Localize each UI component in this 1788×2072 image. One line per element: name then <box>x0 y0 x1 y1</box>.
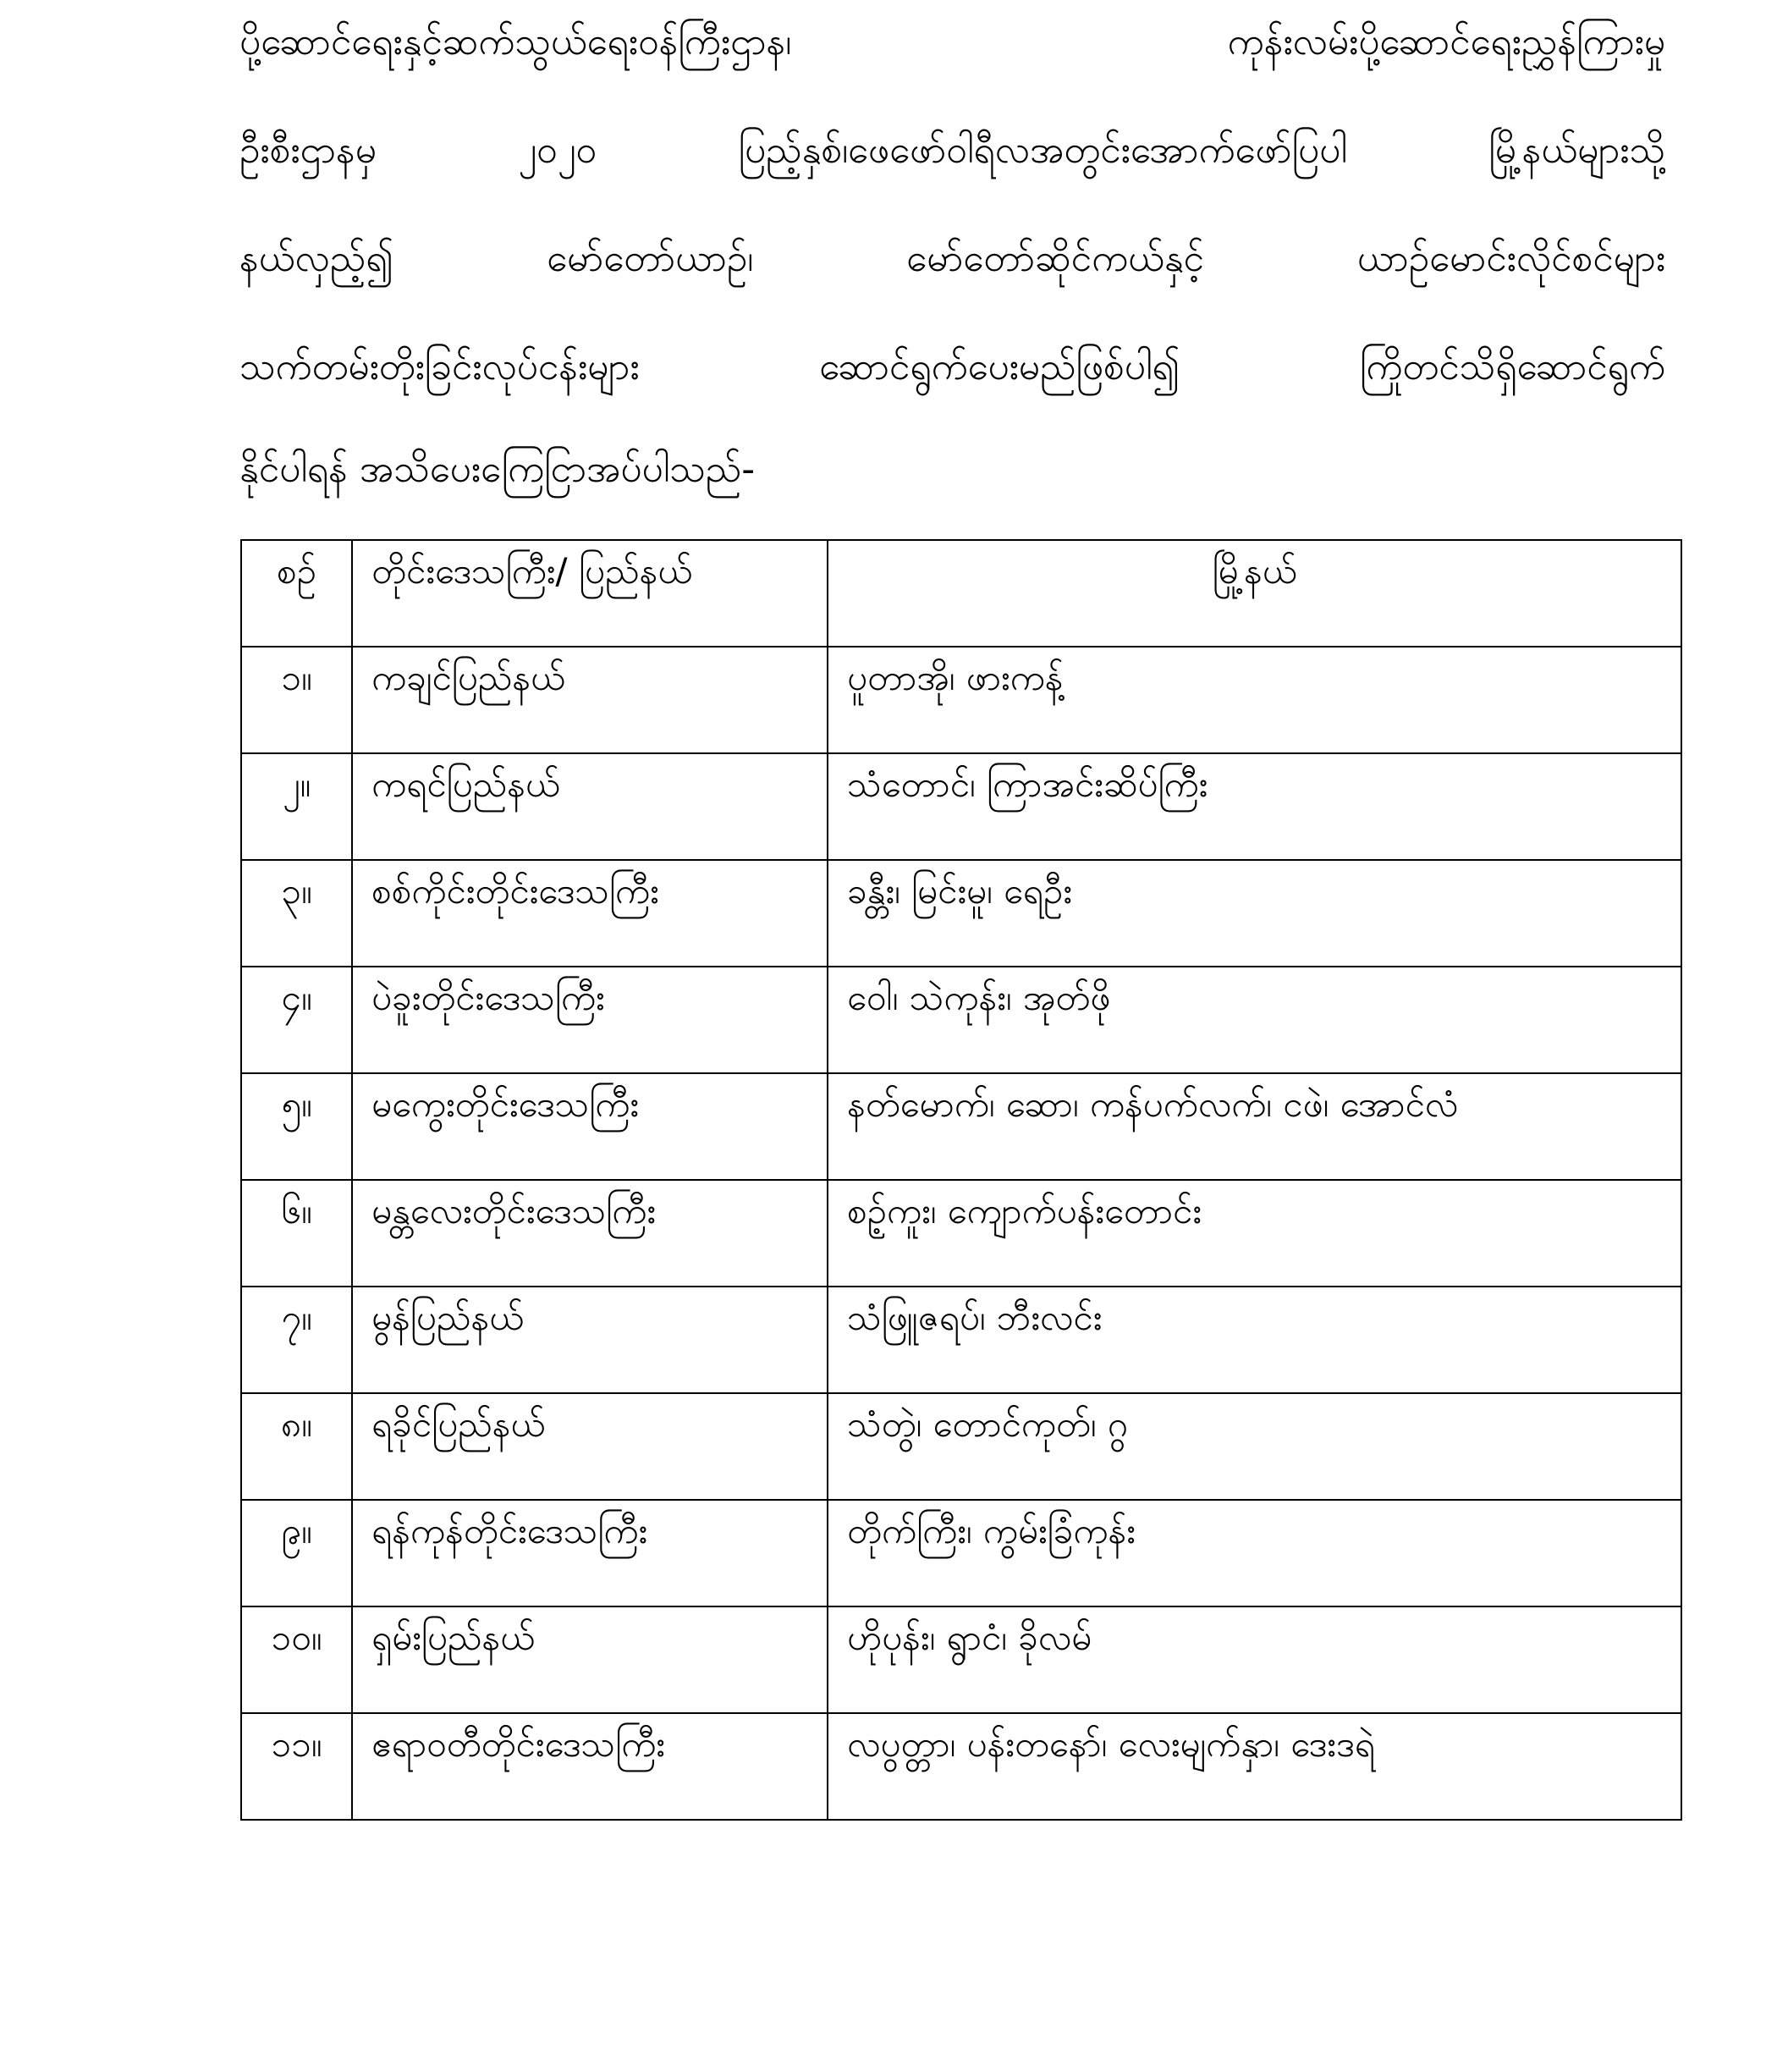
row-no: ၁၀။ <box>241 1606 352 1713</box>
row-towns: လပွတ္တာ၊ ပန်းတနော်၊ လေးမျက်နှာ၊ ဒေးဒရဲ <box>828 1713 1681 1820</box>
row-towns: နတ်မောက်၊ ဆော၊ ကန်ပက်လက်၊ ငဖဲ၊ အောင်လံ <box>828 1073 1681 1180</box>
header-towns: မြို့နယ် <box>828 540 1681 647</box>
table-row <box>241 753 1681 860</box>
row-region: မကွေးတိုင်းဒေသကြီး <box>352 1073 828 1180</box>
table-row <box>241 1500 1681 1606</box>
table-row <box>241 860 1681 967</box>
header-region: တိုင်းဒေသကြီး/ ပြည်နယ် <box>352 540 828 647</box>
row-towns: တိုက်ကြီး၊ ကွမ်းခြံကုန်း <box>828 1500 1681 1606</box>
table-row <box>241 1606 1681 1713</box>
row-no: ၅။ <box>241 1073 352 1180</box>
paragraph-line: ဦးစီးဌာနမှ ၂၀၂၀ ပြည့်နှစ်၊ဖေဖော်ဝါရီလအတွင်းအောက်ဖော်ပြပါ မြို့နယ်များသို့ <box>239 129 1665 172</box>
row-region: မန္တလေးတိုင်းဒေသကြီး <box>352 1180 828 1287</box>
table-row <box>241 1393 1681 1500</box>
row-region: မွန်ပြည်နယ် <box>352 1287 828 1393</box>
row-towns: သံဖြူဇရပ်၊ ဘီးလင်း <box>828 1287 1681 1393</box>
table-row <box>241 647 1681 753</box>
table-header-row <box>241 540 1681 647</box>
row-towns: ဟိုပုန်း၊ ရွာငံ၊ ခိုလမ် <box>828 1606 1681 1713</box>
table-row <box>241 1713 1681 1820</box>
table-row <box>241 967 1681 1073</box>
row-no: ၃။ <box>241 860 352 967</box>
row-towns: စဉ့်ကူး၊ ကျောက်ပန်းတောင်း <box>828 1180 1681 1287</box>
table-row <box>241 1073 1681 1180</box>
row-towns: သံတောင်၊ ကြာအင်းဆိပ်ကြီး <box>828 753 1681 860</box>
row-no: ၁။ <box>241 647 352 753</box>
row-no: ၄။ <box>241 967 352 1073</box>
row-towns: ပူတာအို၊ ဖားကန့် <box>828 647 1681 753</box>
row-towns: သံတွဲ၊ တောင်ကုတ်၊ ဂွ <box>828 1393 1681 1500</box>
row-region: ရန်ကုန်တိုင်းဒေသကြီး <box>352 1500 828 1606</box>
row-region: ရှမ်းပြည်နယ် <box>352 1606 828 1713</box>
paragraph-line: ပို့ဆောင်ရေးနှင့်ဆက်သွယ်ရေးဝန်ကြီးဌာန၊ ကုန်းလမ်းပို့ဆောင်ရေးညွှန်ကြားမှု <box>239 20 1665 63</box>
row-region: ကချင်ပြည်နယ် <box>352 647 828 753</box>
row-no: ၉။ <box>241 1500 352 1606</box>
row-no: ၆။ <box>241 1180 352 1287</box>
row-no: ၂။ <box>241 753 352 860</box>
paragraph-line: နယ်လှည့်၍ မော်တော်ယာဉ်၊ မော်တော်ဆိုင်ကယ်နှင့် ယာဉ်မောင်းလိုင်စင်များ <box>239 237 1665 280</box>
township-table <box>240 539 1682 1821</box>
row-no: ၁၁။ <box>241 1713 352 1820</box>
row-no: ၈။ <box>241 1393 352 1500</box>
paragraph-line: နိုင်ပါရန် အသိပေးကြေငြာအပ်ပါသည်- <box>239 448 756 491</box>
row-towns: ခန္တီး၊ မြင်းမူ၊ ရေဦး <box>828 860 1681 967</box>
row-region: ရခိုင်ပြည်နယ် <box>352 1393 828 1500</box>
row-region: ကရင်ပြည်နယ် <box>352 753 828 860</box>
paragraph-line: သက်တမ်းတိုးခြင်းလုပ်ငန်းများ ဆောင်ရွက်ပေးမည်ဖြစ်ပါ၍ ကြိုတင်သိရှိဆောင်ရွက် <box>239 345 1665 388</box>
row-region: ဧရာဝတီတိုင်းဒေသကြီး <box>352 1713 828 1820</box>
header-no: စဉ် <box>241 540 352 647</box>
row-no: ၇။ <box>241 1287 352 1393</box>
row-region: ပဲခူးတိုင်းဒေသကြီး <box>352 967 828 1073</box>
table-row <box>241 1180 1681 1287</box>
table-row <box>241 1287 1681 1393</box>
row-towns: ဝေါ၊ သဲကုန်း၊ အုတ်ဖို <box>828 967 1681 1073</box>
row-region: စစ်ကိုင်းတိုင်းဒေသကြီး <box>352 860 828 967</box>
